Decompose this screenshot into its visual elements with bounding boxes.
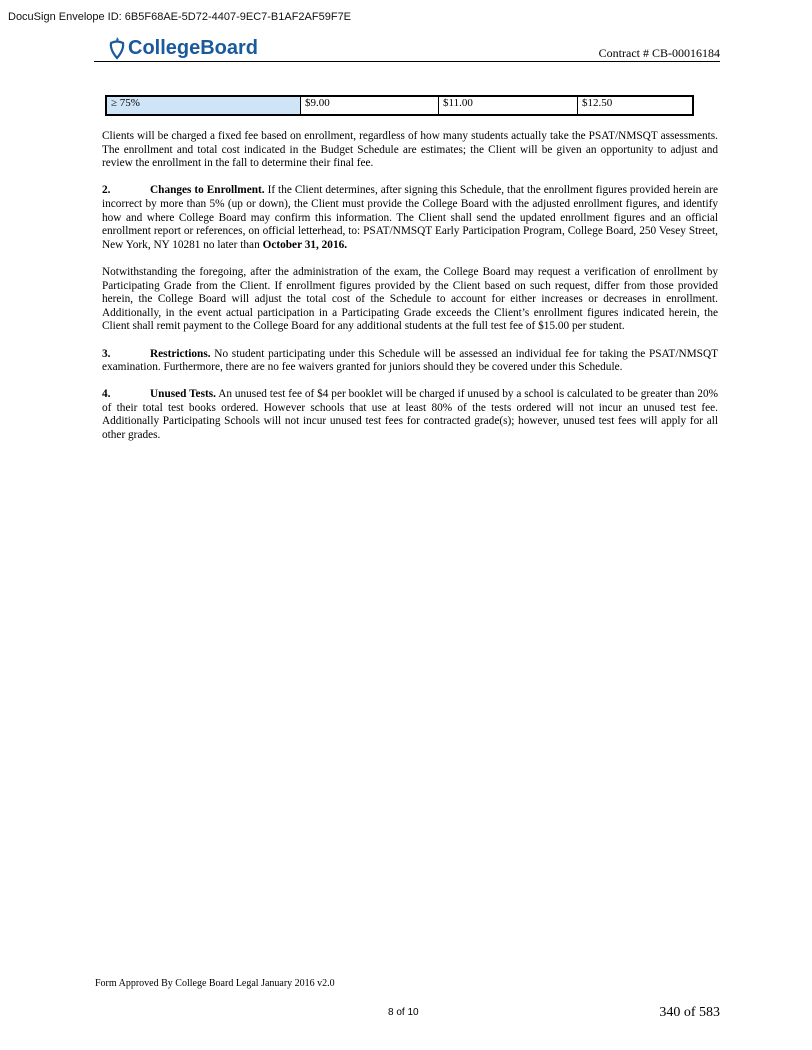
bates-number: 340 of 583 [659, 1005, 720, 1020]
acorn-icon [108, 36, 126, 60]
section-4-title: Unused Tests. [150, 388, 216, 401]
section-3-paragraph [102, 348, 718, 375]
table-cell-fee-2: $11.00 [439, 96, 578, 115]
table-row [106, 96, 693, 115]
intro-paragraph: Clients will be charged a fixed fee based on enrollment, regardless of how many students actually take the PSAT/NMSQT assessments. The enrollment and total cost indicated in the Budget Schedule are estimates; the Client will be given an opportunity to adjust and review the enrollment in the fall to determine their final fee. [102, 130, 718, 170]
contract-body [102, 130, 718, 456]
section-2-text: If the Client determines, after signing this Schedule, that the enrollment figures provided herein are incorrect by more than 5% (up or down), the Client must provide the College Board with the adjusted enrollment figures, and identify how and where College Board may confirm this information. The Client shall send the updated enrollment figures and an official enrollment report or references, on official letterhead, to: PSAT/NMSQT Early Participation Program, College Board, 250 Vesey Street, New York, NY 10281 no later than [102, 184, 719, 251]
section-4-text: An unused test fee of $4 per booklet will be charged if unused by a school is calculated to be greater than 20% of their total test books ordered. However schools that use at least 80% of the tests ordered will not incur an unused test fee. Additionally Participating Schools will not incur unused test fees for contracted grade(s); however, unused test fees will apply for all other grades. [102, 388, 718, 442]
section-2-deadline: October 31, 2016. [262, 238, 348, 251]
verification-paragraph: Notwithstanding the foregoing, after the administration of the exam, the College Board may request a verification of enrollment by Participating Grade from the Client. If enrollment figures provided by the Client based on such request, differ from those provided herein, the College Board will adjust the total cost of the Schedule to account for either increases or decreases in enrollment. Additionally, in the event actual participation in a Participating Grade exceeds the Client’s enrollment figures indicated herein, the Client shall remit payment to the College Board for any additional students at the full test fee of $15.00 per student. [102, 265, 718, 333]
page-number: 8 of 10 [388, 1007, 419, 1018]
section-3-title: Restrictions. [150, 347, 211, 360]
section-3-number: 3. [102, 347, 111, 360]
fee-table [105, 95, 694, 116]
section-2-number: 2. [102, 184, 111, 197]
table-cell-participation: ≥ 75% [106, 96, 301, 115]
collegeboard-logo [108, 36, 258, 60]
table-cell-fee-3: $12.50 [578, 96, 694, 115]
section-2-title: Changes to Enrollment. [150, 184, 265, 197]
logo-text: CollegeBoard [128, 36, 259, 59]
docusign-envelope-id: DocuSign Envelope ID: 6B5F68AE-5D72-4407-9EC7-B1AF2AF59F7E [8, 11, 352, 23]
contract-number: Contract # CB-00016184 [598, 46, 720, 60]
section-4-paragraph [102, 388, 718, 442]
section-2-paragraph [102, 184, 718, 252]
table-cell-fee-1: $9.00 [301, 96, 439, 115]
section-4-number: 4. [102, 388, 111, 401]
header-divider [94, 61, 720, 62]
form-approval-note: Form Approved By College Board Legal January 2016 v2.0 [95, 978, 335, 989]
section-3-text: No student participating under this Schedule will be assessed an individual fee for taking the PSAT/NMSQT examination. Furthermore, there are no fee waivers granted for juniors should they be covered under this Schedule. [102, 347, 718, 374]
